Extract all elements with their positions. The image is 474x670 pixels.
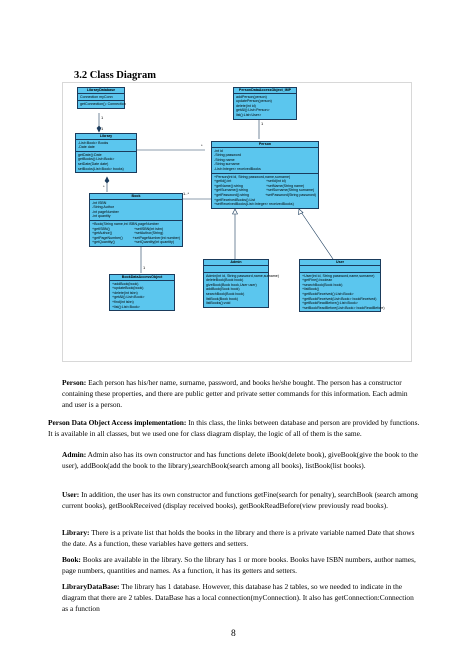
method: getDate():Date bbox=[78, 152, 102, 157]
method: +setSurname(String surname) bbox=[266, 188, 315, 193]
method: setDate(Date date) bbox=[78, 161, 109, 166]
method: +getSurname():string bbox=[214, 188, 248, 193]
paragraph-library bbox=[62, 528, 418, 550]
multiplicity-label: * bbox=[103, 184, 105, 189]
class-title: Person bbox=[212, 142, 318, 148]
method: getBooks():List<Book> bbox=[78, 157, 115, 162]
paragraph-term: Book: bbox=[62, 555, 81, 564]
multiplicity-label: 1 bbox=[101, 115, 104, 120]
paragraph-term: Library: bbox=[62, 528, 90, 537]
class-book bbox=[89, 193, 183, 247]
section-heading: 3.2 Class Diagram bbox=[74, 70, 156, 81]
class-user bbox=[299, 259, 385, 312]
method: +setId(int id) bbox=[266, 179, 286, 184]
method: +list():List<Book> bbox=[112, 304, 140, 309]
paragraph-term: Admin: bbox=[62, 450, 87, 459]
class-person bbox=[211, 141, 319, 209]
method: giveBook(Book book,User user) bbox=[206, 282, 257, 287]
paragraph-text: In this class, the links between database and person are provided by functions. It is available in all classes, but we used one for class diagram display, the logic of all of them is the same. bbox=[48, 418, 420, 438]
attribute: -String password bbox=[214, 153, 241, 158]
attribute: -List<Integer> receivedBooks bbox=[214, 166, 261, 171]
method: +setName(String name) bbox=[266, 183, 305, 188]
method: +getName():string bbox=[214, 183, 243, 188]
paragraph-term: Person: bbox=[62, 378, 87, 387]
method: +getISBN() bbox=[92, 226, 110, 231]
page-number: 8 bbox=[231, 629, 236, 639]
attribute: -String Author bbox=[92, 205, 114, 210]
method: +listBook() bbox=[302, 287, 320, 292]
class-title: LibraryDatabase bbox=[78, 88, 124, 94]
method: updatePerson(person) bbox=[236, 99, 272, 104]
method: delete(int id) bbox=[236, 103, 256, 108]
method: +getFine():boolean bbox=[302, 278, 333, 283]
class-title: User bbox=[300, 260, 380, 266]
class-person-dao bbox=[233, 87, 297, 120]
method: +setBookReadBefore(List<Book> bookReadBefore) bbox=[302, 305, 385, 310]
method: +setReceivedBooks(List<Integer> receivedBooks) bbox=[214, 202, 294, 207]
attribute: -int id bbox=[214, 148, 223, 153]
method: +setISBN(int isbn) bbox=[134, 226, 164, 231]
attribute: -Date date bbox=[78, 145, 95, 150]
class-title: Admin bbox=[204, 260, 268, 266]
method: +Book(String name,int ISBN,pageNumber bbox=[92, 221, 159, 226]
class-admin bbox=[203, 259, 279, 308]
method: addBook(Book book) bbox=[206, 287, 240, 292]
multiplicity-label: 1 bbox=[143, 265, 146, 270]
method: +addBook(book) bbox=[112, 281, 139, 286]
method: +setAuthor(String) bbox=[134, 231, 164, 236]
method: +setPageNumber(int number) bbox=[132, 235, 180, 240]
method: +getId():int bbox=[214, 179, 232, 184]
method: +getBookReceived(List<Book> bookReceived) bbox=[302, 296, 377, 301]
class-title: PersonDataAccessObject_IMP bbox=[234, 88, 296, 94]
class-title: Library bbox=[76, 134, 136, 140]
paragraph-term: LibraryDataBase: bbox=[62, 582, 120, 591]
method: +searchBook(Book book) bbox=[302, 282, 343, 287]
method: list():List<User> bbox=[236, 112, 262, 117]
method: +getPassword():string bbox=[214, 192, 250, 197]
method: listBooks():void bbox=[206, 301, 231, 306]
multiplicity-label: * bbox=[201, 143, 203, 148]
method: setBooks(List<Book> books) bbox=[78, 166, 124, 171]
class-title: BookDataAccessObject bbox=[110, 275, 174, 281]
method: +updateBook(book) bbox=[112, 286, 144, 291]
method: getConnection(): Connection bbox=[80, 102, 126, 107]
method: +getAll():List<Book> bbox=[112, 295, 145, 300]
paragraph-person bbox=[62, 378, 418, 410]
paragraph-user bbox=[62, 490, 418, 512]
paragraph-text: Books are available in the library. So the library has 1 or more books. Books have ISBN numbers, author names, page numbers, quantities and names. As a function, it has its getters and setters. bbox=[62, 555, 416, 575]
paragraph-book bbox=[62, 555, 418, 577]
attribute: -int pageNumber bbox=[92, 209, 119, 214]
attribute: -int ISBN bbox=[92, 200, 107, 205]
method: +getPageNumber() bbox=[92, 235, 123, 240]
method: deleteBook(Book book) bbox=[206, 278, 244, 283]
method: +getReceivedBooks():List bbox=[214, 197, 256, 202]
multiplicity-label: 1 bbox=[101, 126, 104, 131]
multiplicity-label: 1 bbox=[261, 121, 264, 126]
paragraph-text: There is a private list that holds the books in the library and there is a private variable named Date that shows the date. As a function, these variables have getters and setters. bbox=[62, 528, 415, 548]
method: listBook(Book book) bbox=[206, 296, 238, 301]
class-library-database bbox=[77, 87, 125, 109]
attribute: -int quantity bbox=[92, 214, 111, 219]
method: +getBookReadBefore():List<Book> bbox=[302, 301, 358, 306]
paragraph-text: Each person has his/her name, surname, password, and books he/she bought. The person has a constructor containing these properties, and there are public getter and private setter commands for this information. Each admin and user is a person. bbox=[62, 378, 408, 409]
class-title: Book bbox=[90, 194, 182, 200]
method: +Person(int id, String password,name,surname) bbox=[214, 174, 291, 179]
method: +setPassword(String password) bbox=[265, 192, 316, 197]
paragraph-admin bbox=[62, 450, 418, 472]
paragraph-text: In addition, the user has its own constructor and functions getFine(search for penalty), searchBook (search among current books), getBookReceived (display received books), getBookReadBefore(view previously read books). bbox=[62, 490, 418, 510]
attribute: -String surname bbox=[214, 162, 240, 167]
method: +getAuthor() bbox=[92, 231, 113, 236]
method: +getQuantity() bbox=[92, 240, 115, 245]
paragraph-text: The library has 1 database. However, this database has 2 tables, so we needed to indicate in the diagram that there are 2 tables. DataBase has a local connection(myConnection). It also has getConnection:Connection as a function bbox=[62, 582, 414, 613]
paragraph-text: Admin also has its own constructor and has functions delete iBook(delete book), giveBook(give the book to the user), addBook(add the book to the library),searchBook(search among all books), listBook(list books). bbox=[62, 450, 418, 470]
attribute: -String name bbox=[214, 157, 235, 162]
method: +delete(int isbn) bbox=[112, 290, 138, 295]
paragraph-term: User: bbox=[62, 490, 80, 499]
paragraph-person-dao bbox=[48, 418, 420, 440]
method: addPerson(person) bbox=[236, 94, 267, 99]
class-diagram bbox=[62, 82, 412, 362]
multiplicity-label: 1..* bbox=[183, 191, 190, 196]
attribute: -List<Book> Books bbox=[78, 140, 109, 145]
paragraph-library-database bbox=[62, 582, 418, 614]
class-library bbox=[75, 133, 137, 173]
method: getAll():List<Person> bbox=[236, 108, 270, 113]
method: searchBook(Book book) bbox=[206, 291, 245, 296]
method: +User(int id, String password,name,surname) bbox=[302, 273, 375, 278]
class-book-dao bbox=[109, 274, 175, 311]
method: +setQuantity(int quantity) bbox=[134, 240, 175, 245]
attribute: Connection myConn bbox=[80, 94, 113, 99]
paragraph-term: Person Data Object Access implementation: bbox=[48, 418, 187, 427]
method: +getBookReceived():List<Book> bbox=[302, 291, 354, 296]
method: +find(int isbn) bbox=[112, 299, 134, 304]
method: Admin(int id, String password,name,surname) bbox=[206, 273, 279, 278]
